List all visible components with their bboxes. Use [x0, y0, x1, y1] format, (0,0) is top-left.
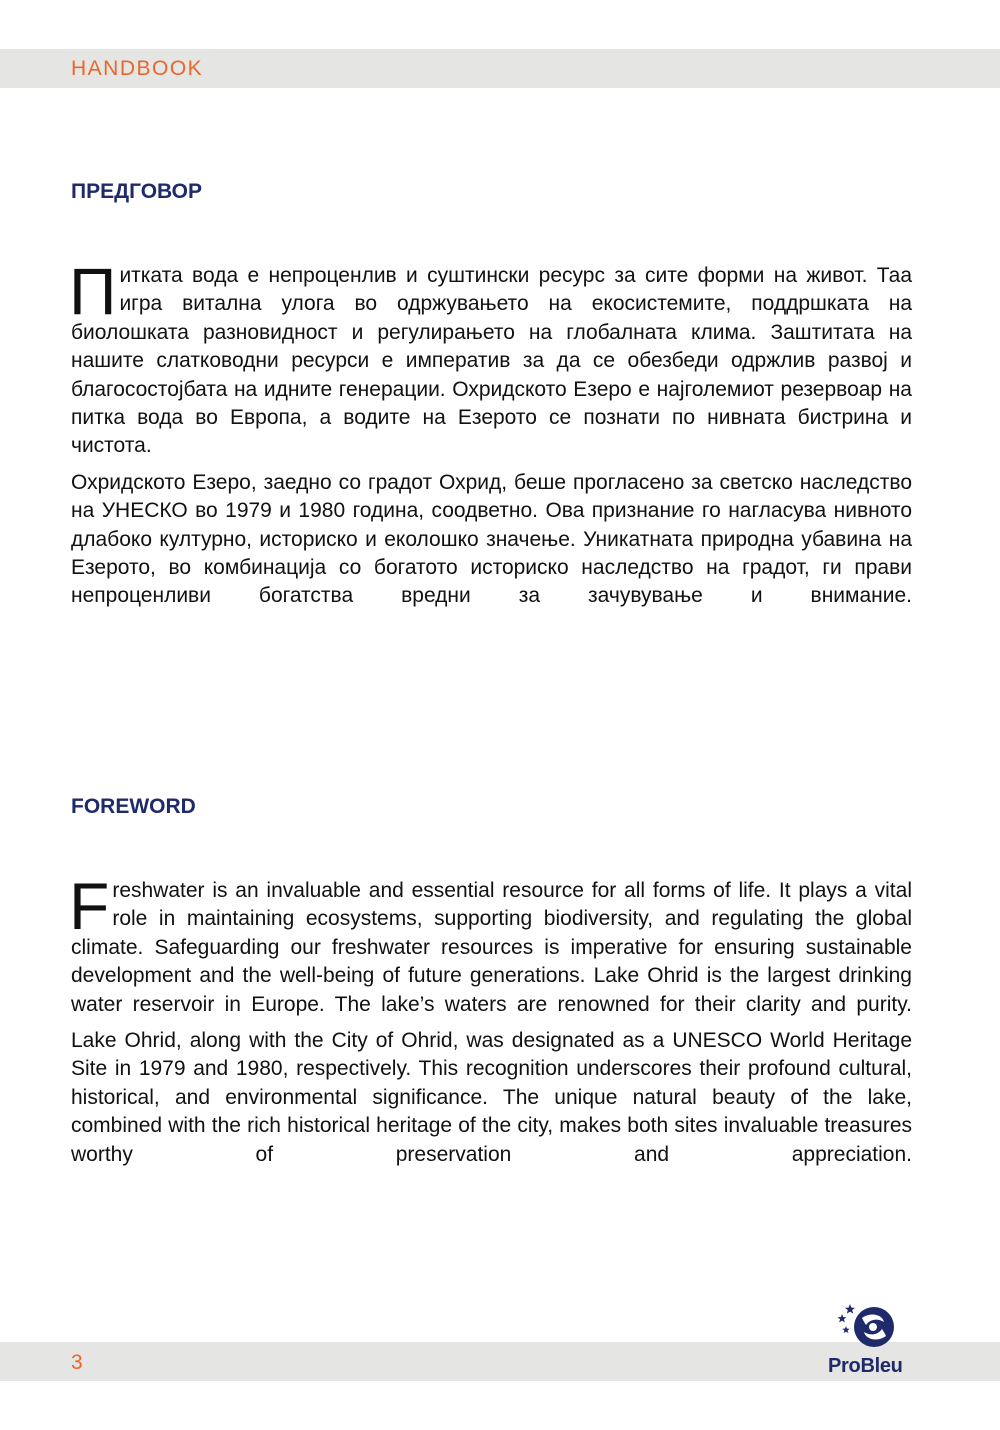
probleu-logo	[826, 1300, 916, 1386]
header-title: HANDBOOK	[71, 57, 204, 80]
page-number: 3	[71, 1351, 83, 1374]
macedonian-section	[71, 180, 912, 611]
section-heading-en: FOREWORD	[71, 795, 196, 818]
header-bar	[0, 49, 1000, 88]
logo-text: ProBleu	[828, 1355, 903, 1377]
probleu-emblem-icon	[826, 1300, 916, 1356]
paragraph-mk-1-text: итката вода е непроценлив и суштински ресурс за сите форми на живот. Таа игра витална улога во одржувањето на екосистемите, поддршката на биолошката разновидност и регулирањето на глобалната клима. Заштитата на нашите слатководни ресурси е императив за да се обезбеди одржлив развој и благосостојбата на идните генерации. Охридското Езеро е најголемиот резервоар на питка вода во Европа, а водите на Езерото се познати по нивната бистрина и чистота.	[71, 264, 912, 458]
paragraph-mk-2: Охридското Езеро, заедно со градот Охрид, беше прогласено за светско наследство на УНЕСКО во 1979 и 1980 година, соодветно. Ова признание го нагласува нивното длабоко културно, историско и еколошко значење. Уникатната природна убавина на Езерото, во комбинација со богатото историско наследство на градот, ги прави непроценливи богатства вредни за зачувување и внимание.	[71, 470, 912, 608]
paragraph-en-2: Lake Ohrid, along with the City of Ohrid, was designated as a UNESCO World Heritage Site in 1979 and 1980, respectively. This recognition underscores their profound cultural, historical, and environmental significance. The unique natural beauty of the lake, combined with the rich historical heritage of the city, makes both sites invaluable treasures worthy of preservation and appreciation.	[71, 1029, 912, 1166]
paragraph-en-1-text: reshwater is an invaluable and essential resource for all forms of life. It plays a vital role in maintaining ecosystems, supporting biodiversity, and regulating the global climate. Safeguarding our freshwater resources is imperative for ensuring sustainable development and the well-being of future generations. Lake Ohrid is the largest drinking water reservoir in Europe. The lake’s waters are renowned for their clarity and purity.	[71, 879, 912, 1016]
section-heading-mk: ПРЕДГОВОР	[71, 180, 203, 203]
paragraph-mk-1	[69, 254, 912, 461]
dropcap-mk: П	[69, 254, 117, 328]
dropcap-en: F	[69, 869, 110, 943]
paragraph-en-1	[69, 869, 912, 1019]
english-section	[71, 795, 912, 1169]
